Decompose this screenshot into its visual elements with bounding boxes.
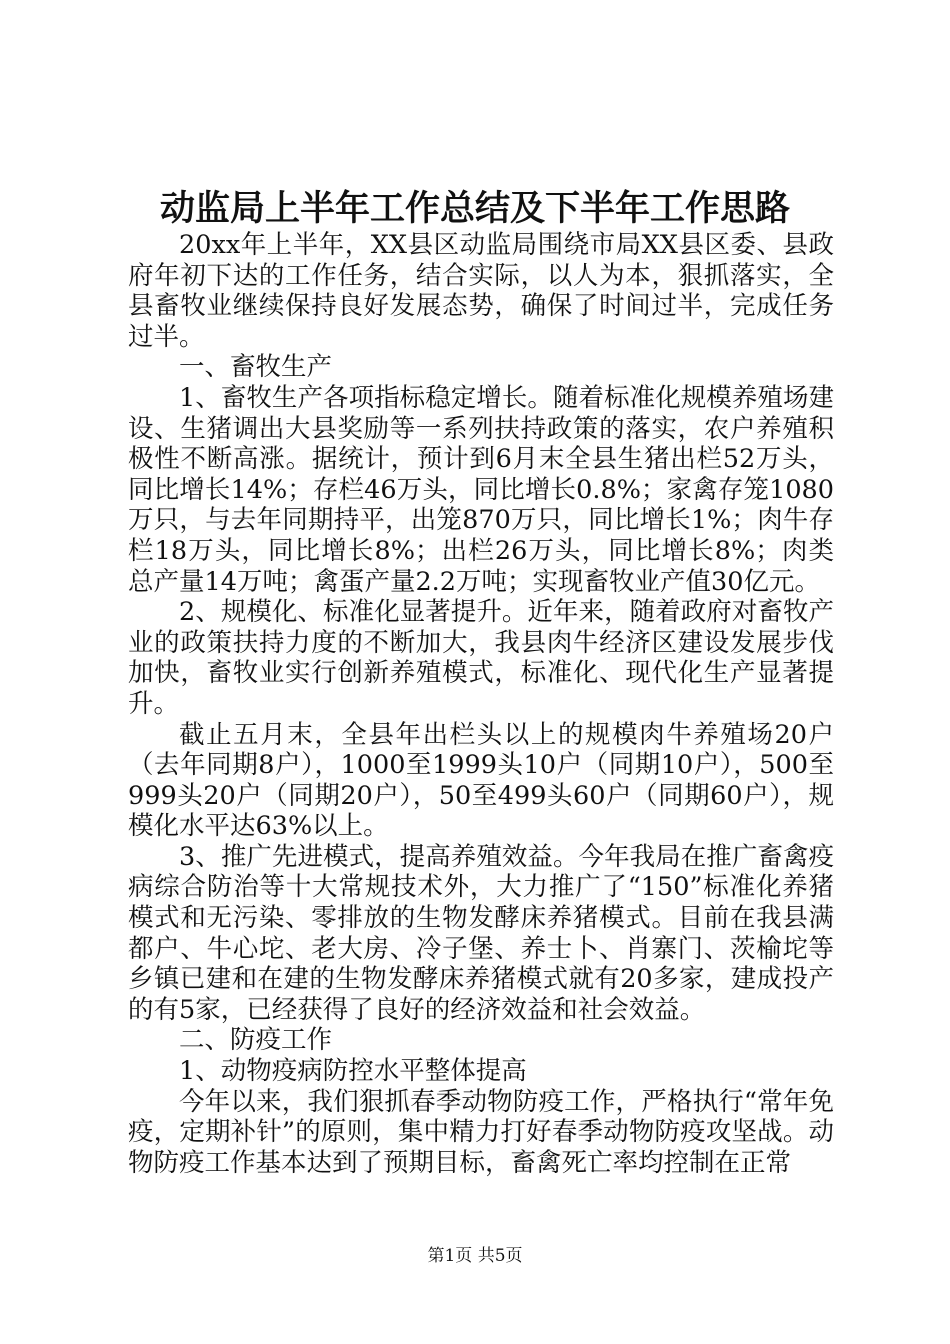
section-heading-livestock: 一、畜牧生产 [179, 352, 333, 383]
document-title: 动监局上半年工作总结及下半年工作思路 [159, 188, 790, 229]
paragraph-standardization: 2、规模化、标准化显著提升。近年来，随着政府对畜牧产业的政策扶持力度的不断加大，我县肉牛经济区建设发展步伐加快，畜牧业实行创新养殖模式，标准化、现代化生产显著提升。 [128, 597, 834, 719]
paragraph-livestock-growth: 1、畜牧生产各项指标稳定增长。随着标准化规模养殖场建设、生猪调出大县奖励等一系列扶持政策的落实，农户养殖积极性不断高涨。据统计，预计到6月末全县生猪出栏52万头，同比增长14%；存栏46万头，同比增长0.8%；家禽存笼1080万只，与去年同期持平，出笼870万只，同比增长1%；肉牛存栏18万头，同比增长8%；出栏26万头，同比增长8%；肉类总产量14万吨；禽蛋产量2.2万吨；实现畜牧业产值30亿元。 [128, 382, 834, 597]
paragraph-advanced-models: 3、推广先进模式，提高养殖效益。今年我局在推广畜禽疫病综合防治等十大常规技术外，大力推广了“150”标准化养猪模式和无污染、零排放的生物发酵床养猪模式。目前在我县满都户、牛心坨、老大房、冷子堡、养士卜、肖寨门、茨榆坨等乡镇已建和在建的生物发酵床养猪模式就有20多家，建成投产的有5家，已经获得了良好的经济效益和社会效益。 [128, 841, 834, 1025]
document-body [128, 230, 834, 1178]
paragraph-scale-farms: 截止五月末，全县年出栏头以上的规模肉牛养殖场20户（去年同期8户），1000至1999头10户（同期10户），500至999头20户（同期20户），50至499头60户（同期60户），规模化水平达63%以上。 [128, 719, 834, 842]
page-footer: 第1页 共5页 [427, 1246, 523, 1266]
paragraph-spring-prevention: 今年以来，我们狠抓春季动物防疫工作，严格执行“常年免疫，定期补针”的原则，集中精力打好春季动物防疫攻坚战。动物防疫工作基本达到了预期目标，畜禽死亡率均控制在正常 [128, 1086, 834, 1178]
subheading-disease-control: 1、动物疫病防控水平整体提高 [179, 1056, 527, 1087]
paragraph-intro: 20xx年上半年，XX县区动监局围绕市局XX县区委、县政府年初下达的工作任务，结合实际，以人为本，狠抓落实，全县畜牧业继续保持良好发展态势，确保了时间过半，完成任务过半。 [128, 230, 834, 352]
section-heading-epidemic-prevention: 二、防疫工作 [179, 1025, 333, 1056]
